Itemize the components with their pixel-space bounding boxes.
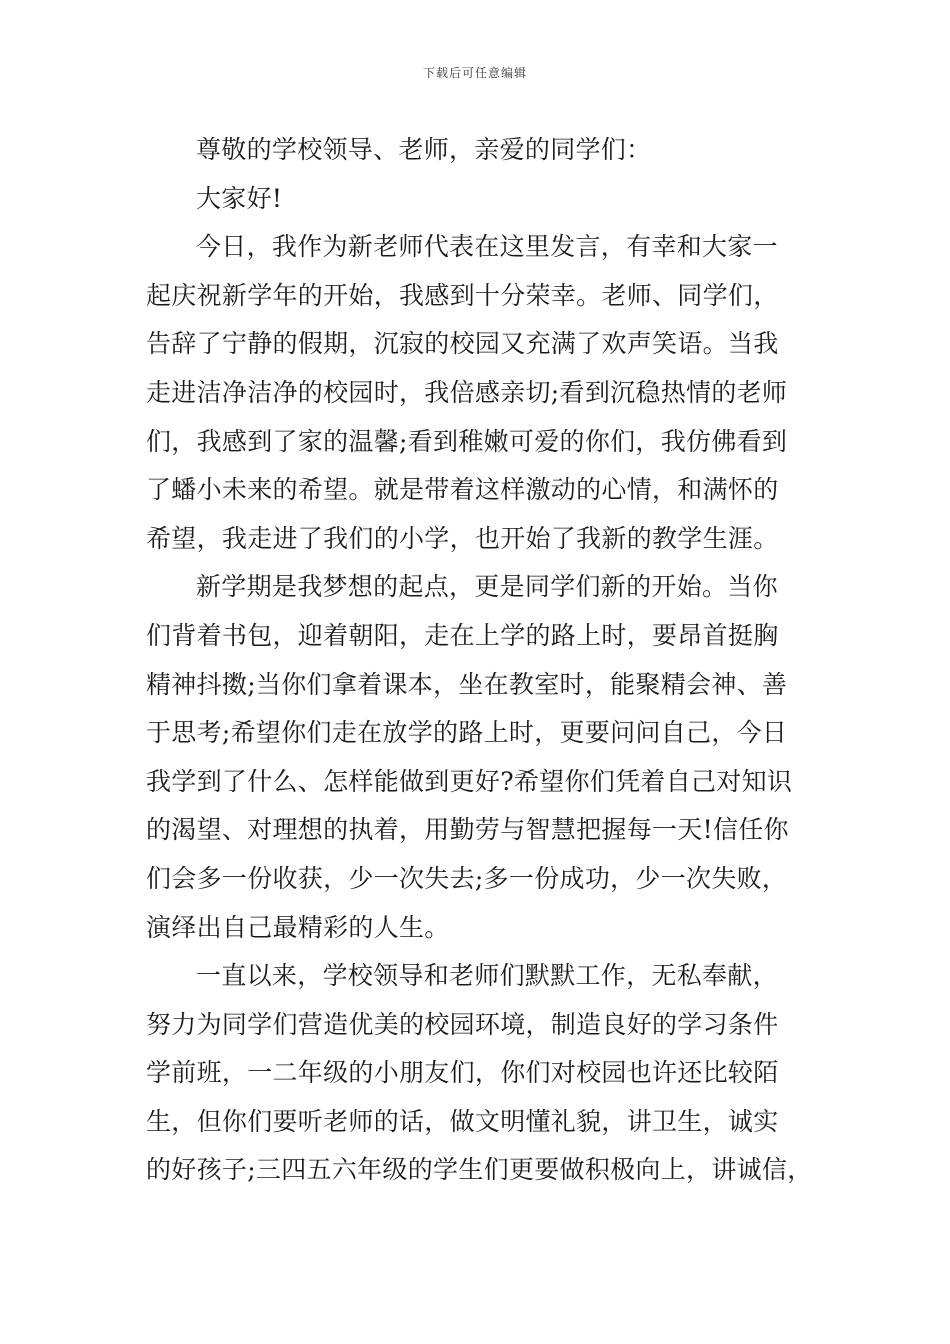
text-line: 学前班，一二年级的小朋友们，你们对校园也许还比较陌 (146, 1058, 779, 1088)
text-line: 新学期是我梦想的起点，更是同学们新的开始。当你 (196, 572, 778, 602)
text-line: 的渴望、对理想的执着，用勤劳与智慧把握每一天!信任你 (146, 815, 789, 845)
text-line: 演绎出自己最精彩的人生。 (146, 912, 450, 942)
text-line: 一直以来，学校领导和老师们默默工作，无私奉献， (196, 961, 778, 991)
text-line: 们会多一份收获，少一次失去;多一份成功，少一次失败， (146, 863, 788, 893)
text-line: 们背着书包，迎着朝阳，走在上学的路上时，要昂首挺胸 (146, 620, 779, 650)
text-line: 生，但你们要听老师的话，做文明懂礼貌，讲卫生，诚实 (146, 1106, 779, 1136)
text-line: 走进洁净洁净的校园时，我倍感亲切;看到沉稳热情的老师 (146, 377, 788, 407)
text-line: 我学到了什么、怎样能做到更好?希望你们凭着自己对知识 (146, 766, 793, 796)
text-line: 大家好! (196, 183, 283, 213)
text-line: 今日，我作为新老师代表在这里发言，有幸和大家一 (196, 232, 778, 262)
text-line: 于思考;希望你们走在放学的路上时，更要问问自己，今日 (146, 718, 788, 748)
text-line: 告辞了宁静的假期，沉寂的校园又充满了欢声笑语。当我 (146, 329, 779, 359)
text-line: 起庆祝新学年的开始，我感到十分荣幸。老师、同学们， (146, 280, 779, 310)
text-line: 尊敬的学校领导、老师，亲爱的同学们： (196, 135, 652, 164)
text-line: 们，我感到了家的温馨;看到稚嫩可爱的你们，我仿佛看到 (146, 426, 788, 456)
text-line: 精神抖擞;当你们拿着课本，坐在教室时，能聚精会神、善 (146, 669, 788, 699)
text-line: 的好孩子;三四五六年级的学生们更要做积极向上，讲诚信， (146, 1155, 813, 1185)
text-line: 了蟠小未来的希望。就是带着这样激动的心情，和满怀的 (146, 475, 779, 505)
speech-body (146, 126, 826, 1195)
text-line: 努力为同学们营造优美的校园环境，制造良好的学习条件 (146, 1009, 779, 1039)
text-line: 希望，我走进了我们的小学，也开始了我新的教学生涯。 (146, 523, 779, 553)
page-header: 下载后可任意编辑 (422, 66, 527, 80)
